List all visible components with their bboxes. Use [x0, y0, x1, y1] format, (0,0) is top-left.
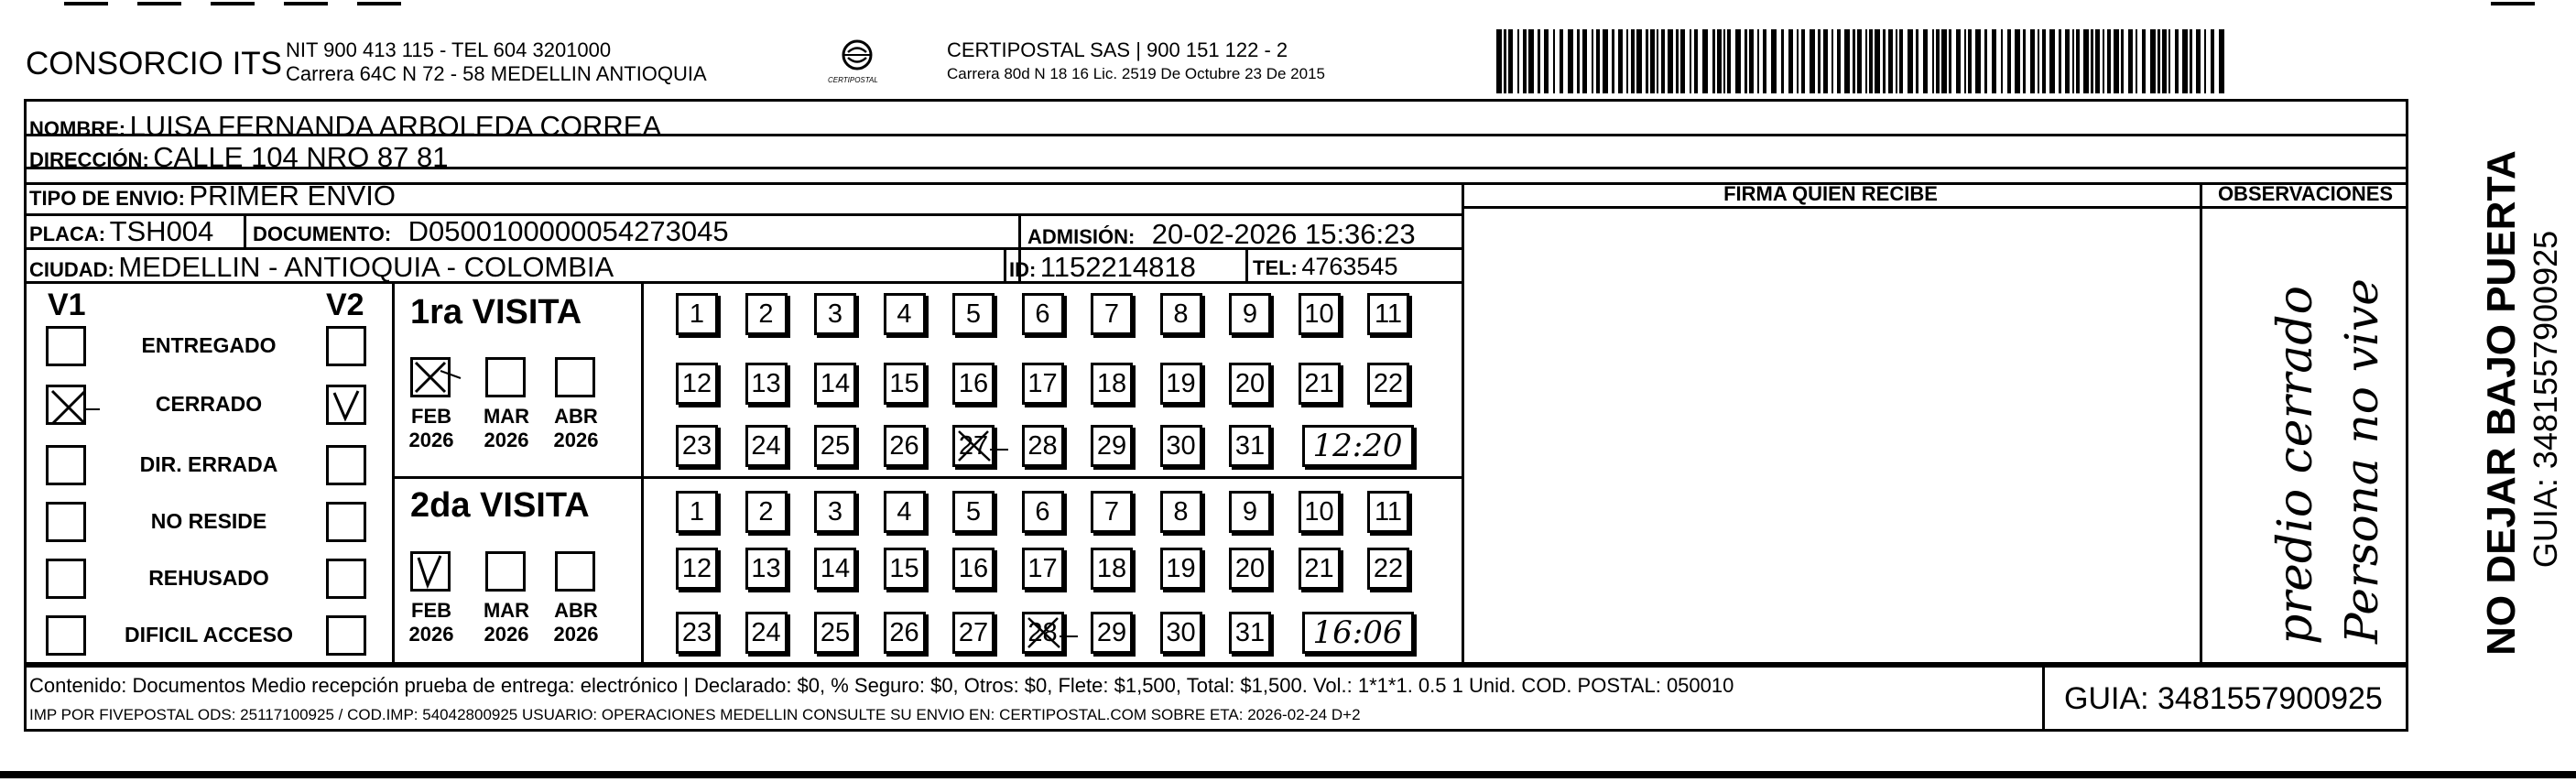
edge-mark: [357, 2, 401, 5]
day-cell[interactable]: [745, 425, 788, 467]
day-number: 23: [681, 430, 712, 461]
day-cell[interactable]: [1091, 612, 1133, 654]
day-cell[interactable]: [1160, 491, 1202, 533]
v2-checkbox[interactable]: [326, 615, 366, 656]
day-number: 17: [1027, 553, 1058, 583]
placa-label: PLACA:: [29, 223, 106, 245]
ciudad-label: CIUDAD:: [29, 258, 114, 281]
day-number: 25: [820, 430, 851, 461]
first-visit-title: 1ra VISITA: [410, 293, 582, 331]
company-name: CONSORCIO ITS: [26, 46, 283, 81]
visit-time-value: 12:20: [1312, 428, 1403, 464]
day-number: 28: [1027, 430, 1058, 461]
day-number: 18: [1096, 368, 1127, 398]
day-number: 22: [1373, 368, 1404, 398]
status-option-label: DIR. ERRADA: [139, 452, 278, 476]
day-number: 15: [889, 368, 919, 398]
day-cell[interactable]: [884, 491, 926, 533]
day-number: 30: [1166, 430, 1196, 461]
day-cell[interactable]: [1160, 612, 1202, 654]
day-number: 20: [1234, 368, 1266, 398]
month-checkbox[interactable]: [485, 357, 526, 397]
day-number: 19: [1166, 553, 1196, 583]
day-cell[interactable]: [1091, 491, 1133, 533]
month-year: 2026: [408, 429, 454, 451]
day-cell[interactable]: [1022, 293, 1064, 335]
day-number: 27: [958, 430, 989, 461]
placa-row: [29, 217, 213, 245]
observaciones-label: OBSERVACIONES: [2217, 182, 2394, 205]
v1-label: V1: [48, 288, 86, 322]
day-mark: [1025, 614, 1061, 651]
day-cell[interactable]: [952, 612, 995, 654]
day-number: 2: [758, 496, 774, 527]
day-number: 31: [1234, 617, 1266, 647]
certipostal-address: Carrera 80d N 18 16 Lic. 2519 De Octubre 23 De 2015: [947, 65, 1325, 82]
footer-imp: IMP POR FIVEPOSTAL ODS: 25117100925 / COD.IMP: 54042800925 USUARIO: OPERACIONES MEDELLIN CONSULTE SU ENVIO EN: CERTIPOSTAL.COM SOBRE ETA: 2026-02-24 D+2: [29, 706, 1361, 723]
admision-label: ADMISIÓN:: [1027, 225, 1136, 248]
company-address: Carrera 64C N 72 - 58 MEDELLIN ANTIOQUIA: [286, 62, 707, 85]
observation-line-1: predio cerrado: [2268, 286, 2323, 645]
admision-row: [1027, 220, 1416, 248]
day-number: 9: [1242, 496, 1258, 527]
day-number: 1: [689, 299, 705, 329]
day-cell[interactable]: [884, 293, 926, 335]
day-number: 18: [1096, 553, 1127, 583]
day-number: 7: [1103, 496, 1120, 527]
ciudad-row: [29, 253, 614, 281]
certipostal-logo-text: CERTIPOSTAL: [828, 76, 878, 84]
edge-mark: [64, 2, 108, 5]
status-option-label: NO RESIDE: [150, 509, 267, 533]
footer-contenido: Contenido: Documentos Medio recepción prueba de entrega: electrónico | Declarado: $0, % Seguro: $0, Otros: $0, Flete: $1,500, Total: $1,500. Vol.: 1*1*1. 0.5 1 Unid. COD. POSTAL: 050010: [29, 674, 1734, 697]
visit-time-box[interactable]: [1302, 425, 1414, 467]
day-cell[interactable]: [676, 363, 718, 405]
day-cell[interactable]: [745, 293, 788, 335]
visit-time-box[interactable]: [1302, 612, 1414, 654]
day-number: 14: [820, 368, 851, 398]
day-number: 3: [827, 299, 843, 329]
day-cell[interactable]: [884, 363, 926, 405]
edge-mark: [137, 2, 181, 5]
direccion-value: CALLE 104 NRO 87 81: [153, 141, 449, 173]
day-number: 23: [681, 617, 712, 647]
v1-checkbox[interactable]: [46, 502, 86, 542]
second-visit-title: 2da VISITA: [410, 486, 590, 525]
edge-mark: [284, 2, 328, 5]
day-number: 26: [889, 617, 919, 647]
day-cell[interactable]: [1299, 363, 1341, 405]
side-guia: GUIA: 3481557900925: [2527, 230, 2564, 569]
v1-checkbox[interactable]: [46, 445, 86, 485]
day-cell[interactable]: [952, 548, 995, 590]
day-number: 31: [1234, 430, 1266, 461]
day-number: 26: [889, 430, 919, 461]
v1-checkbox[interactable]: [46, 385, 86, 425]
day-cell[interactable]: [1091, 293, 1133, 335]
v1-checkbox[interactable]: [46, 615, 86, 656]
day-number: 28: [1027, 617, 1058, 647]
day-cell[interactable]: [1022, 612, 1064, 654]
day-number: 15: [889, 553, 919, 583]
day-cell[interactable]: [1299, 548, 1341, 590]
bottom-edge: [0, 771, 2576, 778]
v1-checkbox[interactable]: [46, 326, 86, 366]
day-cell[interactable]: [1229, 491, 1271, 533]
tipo-row: [29, 181, 396, 210]
day-number: 19: [1166, 368, 1196, 398]
placa-value: TSH004: [109, 215, 214, 247]
certipostal-title: CERTIPOSTAL SAS | 900 151 122 - 2: [947, 38, 1288, 61]
day-cell[interactable]: [1022, 548, 1064, 590]
day-number: 21: [1304, 368, 1334, 398]
day-number: 3: [827, 496, 843, 527]
day-number: 13: [751, 553, 781, 583]
day-cell[interactable]: [884, 425, 926, 467]
day-cell[interactable]: [952, 293, 995, 335]
day-mark: [955, 428, 992, 464]
month-label: ABR: [554, 599, 598, 622]
day-number: 4: [897, 496, 912, 527]
day-cell[interactable]: [1367, 548, 1409, 590]
day-cell[interactable]: [952, 425, 995, 467]
status-option-label: DIFICIL ACCESO: [124, 623, 293, 646]
day-number: 16: [958, 553, 989, 583]
day-cell[interactable]: [814, 425, 856, 467]
visit-time-value: 16:06: [1312, 614, 1403, 651]
day-cell[interactable]: [745, 548, 788, 590]
day-cell[interactable]: [952, 491, 995, 533]
day-cell[interactable]: [1091, 548, 1133, 590]
month-label: MAR: [483, 405, 530, 428]
status-option-label: REHUSADO: [148, 566, 269, 590]
edge-mark: [2491, 2, 2535, 5]
day-cell[interactable]: [1367, 491, 1409, 533]
day-cell[interactable]: [1367, 363, 1409, 405]
status-option-label: ENTREGADO: [141, 333, 277, 357]
tipo-value: PRIMER ENVIO: [189, 179, 397, 212]
v2-checkbox[interactable]: [326, 385, 366, 425]
day-cell[interactable]: [1160, 548, 1202, 590]
v1-checkbox[interactable]: [46, 559, 86, 599]
day-cell[interactable]: [1299, 293, 1341, 335]
day-cell[interactable]: [1160, 293, 1202, 335]
month-year: 2026: [484, 623, 529, 646]
month-checkbox[interactable]: [555, 357, 595, 397]
day-number: 25: [820, 617, 851, 647]
month-label: MAR: [483, 599, 530, 622]
id-value: 1152214818: [1039, 251, 1196, 283]
day-number: 6: [1035, 496, 1050, 527]
documento-label: DOCUMENTO:: [253, 223, 392, 245]
day-cell[interactable]: [1022, 491, 1064, 533]
day-number: 12: [681, 368, 712, 398]
day-number: 27: [958, 617, 989, 647]
day-cell[interactable]: [676, 491, 718, 533]
day-number: 2: [758, 299, 774, 329]
month-label: FEB: [411, 405, 451, 428]
admision-value: 20-02-2026 15:36:23: [1151, 218, 1416, 250]
day-cell[interactable]: [814, 293, 856, 335]
v2-checkbox[interactable]: [326, 445, 366, 485]
ciudad-value: MEDELLIN - ANTIOQUIA - COLOMBIA: [118, 251, 614, 283]
day-number: 17: [1027, 368, 1058, 398]
day-cell[interactable]: [814, 363, 856, 405]
day-cell[interactable]: [745, 612, 788, 654]
id-label: ID:: [1009, 258, 1037, 281]
day-cell[interactable]: [1229, 363, 1271, 405]
day-number: 21: [1304, 553, 1334, 583]
day-cell[interactable]: [1160, 363, 1202, 405]
day-cell[interactable]: [1229, 612, 1271, 654]
nombre-row: [29, 112, 661, 140]
day-number: 22: [1373, 553, 1404, 583]
v2-checkbox[interactable]: [326, 559, 366, 599]
tipo-label: TIPO DE ENVIO:: [29, 187, 185, 210]
day-cell[interactable]: [814, 491, 856, 533]
day-number: 10: [1304, 496, 1334, 527]
day-cell[interactable]: [1229, 548, 1271, 590]
day-cell[interactable]: [884, 548, 926, 590]
day-cell[interactable]: [676, 612, 718, 654]
observation-line-2: Persona no vive: [2335, 278, 2388, 644]
day-number: 5: [965, 299, 982, 329]
day-cell[interactable]: [745, 363, 788, 405]
day-cell[interactable]: [1229, 293, 1271, 335]
day-cell[interactable]: [676, 425, 718, 467]
day-number: 4: [897, 299, 912, 329]
month-checkbox[interactable]: [410, 357, 451, 397]
day-number: 16: [958, 368, 989, 398]
day-number: 12: [681, 553, 712, 583]
month-checkbox[interactable]: [485, 551, 526, 592]
day-number: 1: [689, 496, 705, 527]
month-year: 2026: [408, 623, 454, 646]
edge-mark: [211, 2, 255, 5]
documento-value: D0500100000054273045: [408, 215, 729, 247]
tel-row: [1253, 255, 1397, 279]
tel-label: TEL:: [1253, 256, 1298, 279]
day-cell[interactable]: [676, 548, 718, 590]
observations-handwriting: [2202, 209, 2408, 665]
day-number: 20: [1234, 553, 1266, 583]
day-number: 24: [751, 430, 781, 461]
day-cell[interactable]: [884, 612, 926, 654]
day-number: 8: [1173, 496, 1189, 527]
month-year: 2026: [553, 429, 599, 451]
day-number: 29: [1096, 430, 1127, 461]
day-cell[interactable]: [1091, 425, 1133, 467]
day-cell[interactable]: [814, 612, 856, 654]
month-checkbox[interactable]: [555, 551, 595, 592]
day-number: 11: [1374, 299, 1403, 329]
tel-value: 4763545: [1301, 253, 1398, 280]
day-number: 13: [751, 368, 781, 398]
day-number: 14: [820, 553, 851, 583]
month-year: 2026: [484, 429, 529, 451]
nombre-label: NOMBRE:: [29, 117, 126, 140]
day-number: 8: [1173, 299, 1189, 329]
day-cell[interactable]: [952, 363, 995, 405]
day-number: 6: [1035, 299, 1050, 329]
v2-checkbox[interactable]: [326, 326, 366, 366]
direccion-row: [29, 143, 448, 171]
day-cell[interactable]: [1229, 425, 1271, 467]
direccion-label: DIRECCIÓN:: [29, 148, 149, 171]
id-row: [1009, 253, 1196, 281]
day-number: 30: [1166, 617, 1196, 647]
day-number: 24: [751, 617, 781, 647]
v2-label: V2: [326, 288, 364, 322]
month-year: 2026: [553, 623, 599, 646]
v2-checkbox[interactable]: [326, 502, 366, 542]
day-number: 29: [1096, 617, 1127, 647]
day-cell[interactable]: [745, 491, 788, 533]
month-label: FEB: [411, 599, 451, 622]
day-number: 5: [965, 496, 982, 527]
day-number: 10: [1304, 299, 1334, 329]
month-label: ABR: [554, 405, 598, 428]
day-number: 7: [1103, 299, 1120, 329]
barcode: [1496, 29, 2229, 93]
footer-guia: GUIA: 3481557900925: [2064, 681, 2383, 716]
nombre-value: LUISA FERNANDA ARBOLEDA CORREA: [129, 110, 662, 142]
day-number: 11: [1374, 496, 1403, 527]
day-cell[interactable]: [1022, 425, 1064, 467]
month-checkbox[interactable]: [410, 551, 451, 592]
day-cell[interactable]: [1091, 363, 1133, 405]
day-cell[interactable]: [676, 293, 718, 335]
status-option-label: CERRADO: [155, 392, 263, 416]
company-nit: NIT 900 413 115 - TEL 604 3201000: [286, 38, 612, 61]
documento-row: [253, 217, 729, 245]
day-cell[interactable]: [1022, 363, 1064, 405]
day-cell[interactable]: [1299, 491, 1341, 533]
side-warning: NO DEJAR BAJO PUERTA: [2479, 150, 2524, 656]
day-number: 9: [1242, 299, 1258, 329]
day-cell[interactable]: [1160, 425, 1202, 467]
firma-label: FIRMA QUIEN RECIBE: [1723, 182, 1938, 205]
day-cell[interactable]: [1367, 293, 1409, 335]
day-cell[interactable]: [814, 548, 856, 590]
